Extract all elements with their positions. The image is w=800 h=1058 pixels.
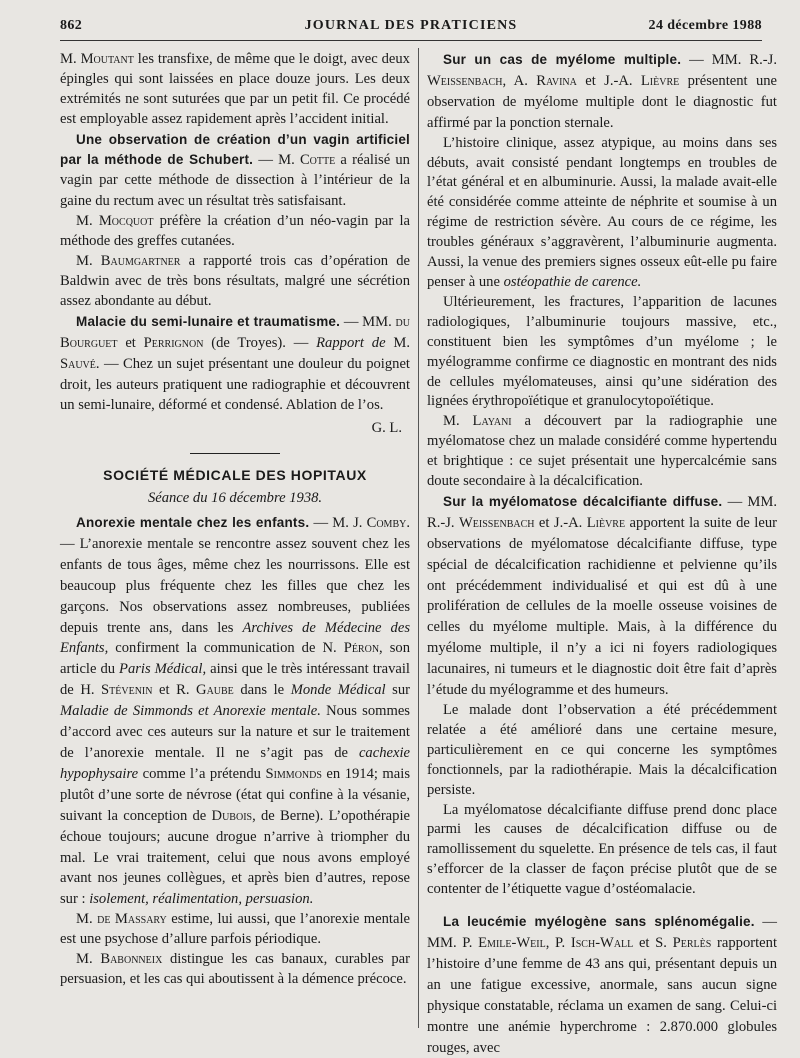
page-number: 862	[60, 18, 83, 33]
paragraph-babonneix: M. Babonneix distingue les cas banaux, curables par persuasion, et les cas qui aboutissent à la démence précoce.	[60, 951, 410, 987]
section-title: Anorexie mentale chez les enfants.	[76, 515, 310, 531]
section-title: La leucémie myélogène sans splénomégalie.	[443, 914, 755, 930]
paragraph-causes-decalcification: La myélomatose décalcifiante diffuse prend donc place parmi les causes de décalcification diffuse ou de ramollissement du squelette. En présence de tels cas, il faut s’efforcer de la classer de façon précise plutôt que de se contenter de l’étiquette vague d’ostéomalacie.	[427, 801, 777, 898]
section-malacie: Malacie du semi-lunaire et traumatisme. — MM. du Bourguet et Perrignon (de Troyes). — Rapport de M. Sauvé. — Chez un sujet présentant une douleur du poignet droit, les auteurs pratiquent une radiographie et découvrent un semi-lunaire, déformé et condensé. Ablation de l’os.	[60, 313, 410, 414]
left-column	[60, 50, 410, 990]
section-title: Une observation de création d’un vagin artificiel par la méthode de Schubert.	[60, 131, 410, 167]
paragraph-mocquot: M. Mocquot préfère la création d’un néo-vagin par la méthode des greffes cutanées.	[60, 213, 410, 250]
seance-date: Séance du 16 décembre 1938.	[147, 490, 323, 507]
page-header	[60, 14, 762, 38]
journal-title: JOURNAL DES PRATICIENS	[304, 18, 518, 33]
section-title: Malacie du semi-lunaire et traumatisme.	[76, 313, 341, 329]
right-column	[427, 50, 777, 1058]
intro-paragraph: M. Moutant les transfixe, de même que le doigt, avec deux épingles qui sont laissées en place douze jours. Les deux extrémités ne sont suturées que par un petit fil. Ce procédé est employable assez rapidement après l’accident initial.	[60, 51, 410, 127]
separator-rule	[190, 453, 280, 454]
section-leucemie: La leucémie myélogène sans splénomégalie. — MM. P. Emile-Weil, P. Isch-Wall et S. Perlès rapportent l’histoire d’une femme de 43 ans qui, présentant depuis un an une fatigue excessive, anormale, sans aucun signe physique constatable, réclama un examen de sang. Celui-ci montre une anémie hyperchrome : 2.870.000 globules rouges, avec	[427, 914, 778, 1056]
section-myelomatose: Sur la myélomatose décalcifiante diffuse. — MM. R.-J. Weissenbach et J.-A. Lièvre apportent la suite de leur observations de myélomatose décalcifiante diffuse, type spécial de décalcification rachidienne et pelvienne qu’ils ont précédemment individualisé et qui est dû à une prolifération de cellules de la moelle osseuse voisines de celles du myélome multiple. Mais, à la différence du myélome multiple, il n’y a ici ni foyers radiologiques lacunaires, ni tumeurs et le diagnostic doit être fait d’après l’étude du myélogramme et des humeurs.	[427, 493, 777, 699]
header-rule	[60, 40, 762, 41]
section-anorexie: Anorexie mentale chez les enfants. — M. J. Comby. — L’anorexie mentale se rencontre assez souvent chez les enfants de tous âges, même chez les nourrissons. Elle est beaucoup plus fréquente chez les filles que chez les garçons. Nos observations assez nombreuses, publiées depuis trente ans, dans les Archives de Médecine des Enfants, confirment la communication de N. Péron, son article du Paris Médical, ainsi que le très intéressant travail de H. Stévenin et R. Gaube dans le Monde Médical sur Maladie de Simmonds et Anorexie mentale. Nous sommes d’accord avec ces auteurs sur la nature et sur le traitement de l’anorexie mentale. Il ne s’agit pas de cachexie hypophysaire comme l’a prétendu Simmonds en 1914; mais plutôt d’une sorte de névrose (état qui confine à la vésanie, suivant la conception de Dubois, de Berne). L’opothérapie échoue toujours; aucune drogue n’arrive à triompher du mal. Le vrai traitement, celui que nous avons employé avant nos jeunes collègues, et après bien d’autres, repose sur : isolement, réalimentation, persuasion.	[60, 515, 410, 908]
section-title: Sur un cas de myélome multiple.	[443, 52, 682, 67]
paragraph-de-massary: M. de Massary estime, lui aussi, que l’anorexie mentale est une psychose d’allure parfois périodique.	[60, 911, 410, 948]
paragraph-ulterieurement: Ultérieurement, les fractures, l’apparition de lacunes radiologiques, l’albuminurie toujours massive, etc., constituent bien les symptômes d’un myélome ; le myélogramme confirme ce diagnostic en montrant des nids de cellules myélomateuses, ainsi qu’une sidération des lignées érythropoïétique et granulocytopoïétique.	[427, 293, 777, 410]
paragraph-malade-ameliore: Le malade dont l’observation a été précédemment relatée a été amélioré dans une certaine mesure, particulièrement en ce qui concerne les symptômes fonctionnels, par la radiothérapie. Mais la décalcification persiste.	[427, 702, 777, 798]
paragraph-baumgartner: M. Baumgartner a rapporté trois cas d’opération de Baldwin avec de très bons résultats, malgré une sécrétion assez abondante au début.	[60, 253, 410, 309]
issue-date: 24 décembre 1988	[648, 18, 762, 33]
paragraph-layani: M. Layani a découvert par la radiographie une myélomatose chez un malade considéré comme hypertendu et brightique : ce sujet présentait une hypercalcémie sans doute secondaire à la décalcification.	[427, 413, 777, 490]
signature: G. L.	[371, 420, 402, 437]
paragraph-histoire-clinique: L’histoire clinique, assez atypique, au moins dans ses débuts, avait consisté pendant longtemps en troubles de l’état général et en albuminurie. Aussi, la malade avait-elle été considérée comme atteinte de néphrite et soumise à un régime de restriction sévère. Au cours de ce régime, les troubles généraux s’aggravèrent, l’albuminurie augmenta. Aussi, la venue des premiers signes osseux eût-elle pu faire penser à une ostéopathie de carence.	[427, 134, 777, 290]
section-title: Sur la myélomatose décalcifiante diffuse.	[443, 493, 723, 509]
society-heading: SOCIÉTÉ MÉDICALE DES HOPITAUX	[103, 467, 367, 484]
column-divider	[418, 48, 419, 1028]
section-vagin-artificiel: Une observation de création d’un vagin artificiel par la méthode de Schubert. — M. Cotte a réalisé un vagin par cette méthode de dissection à l’intérieur de la gaine du rectum avec un résultat très satisfaisant.	[60, 131, 410, 210]
section-myelome-multiple: Sur un cas de myélome multiple. — MM. R.-J. Weissenbach, A. Ravina et J.-A. Lièvre présentent une observation de myélome multiple dont le diagnostic fut affirmé par la ponction sternale.	[427, 52, 778, 131]
